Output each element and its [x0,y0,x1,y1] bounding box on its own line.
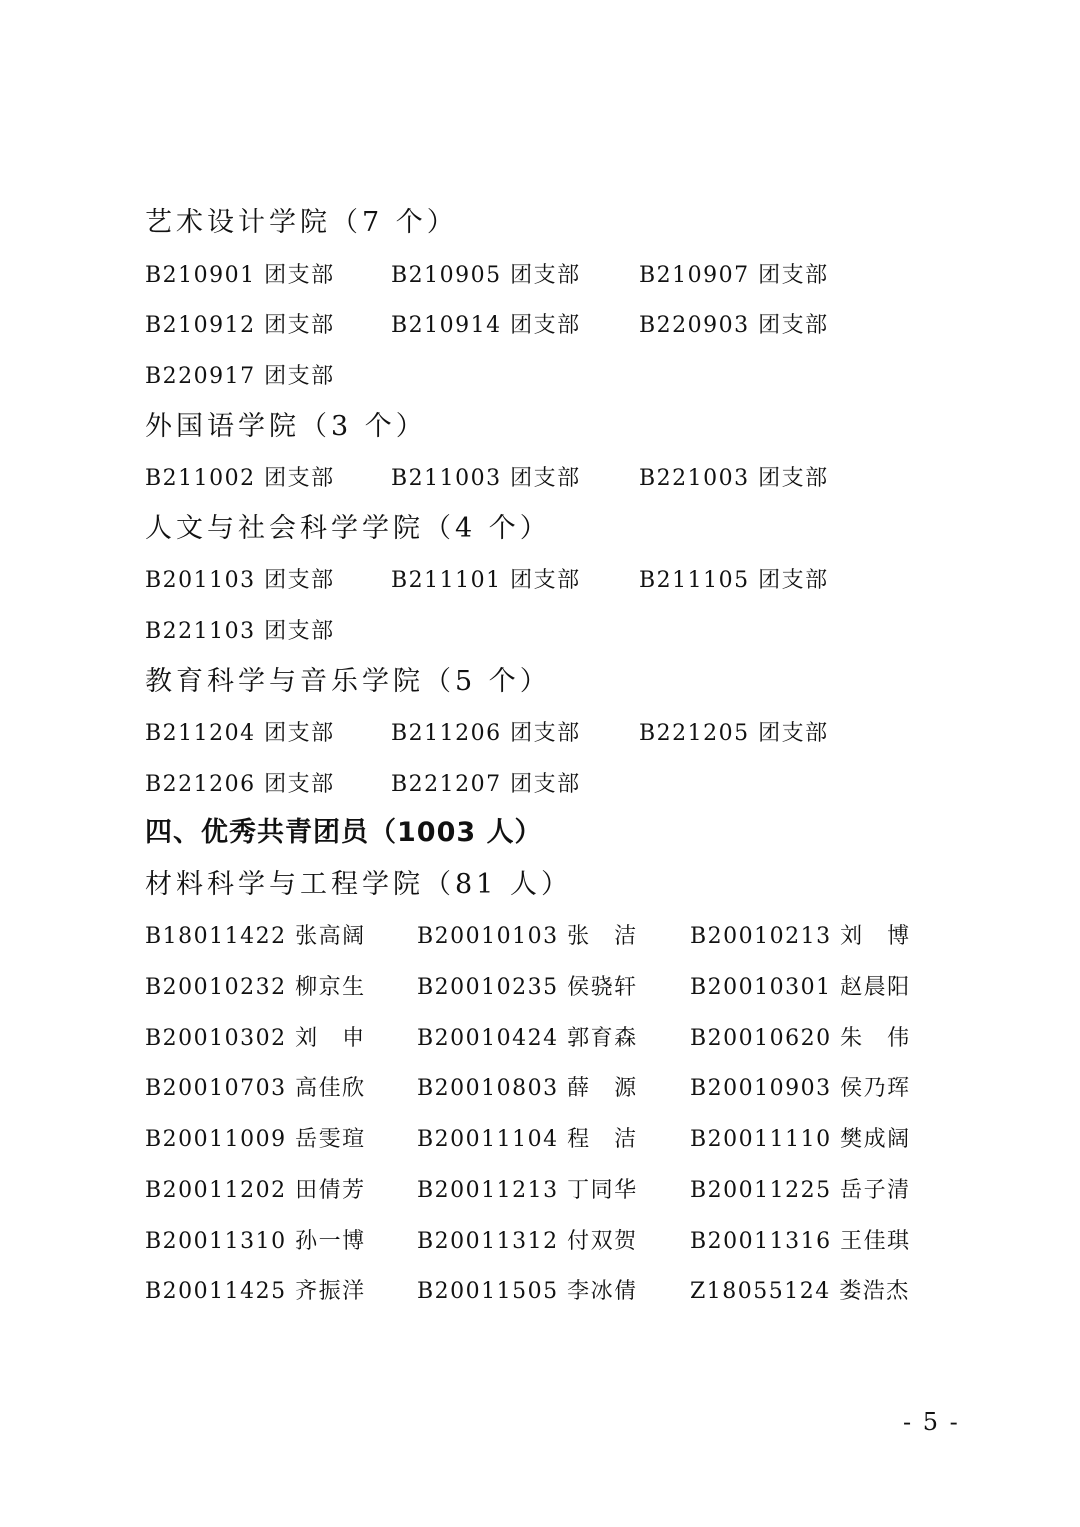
branch-row [145,563,945,597]
branch-entry: B221103 团支部 [145,619,335,644]
branch-entry: B210907 团支部 [639,263,829,288]
member-entry: B20010424 郭育森 [417,1026,638,1051]
member-entry: B20011110 樊成阔 [690,1127,911,1152]
member-entry: B20010232 柳京生 [145,975,366,1000]
page-number: - 5 - [903,1408,960,1436]
branch-entry: B211206 团支部 [391,721,581,746]
branch-row [145,258,945,292]
member-entry: B20010103 张 洁 [417,924,638,949]
member-entry: B20011310 孙一博 [145,1229,366,1254]
branch-entry: B211002 团支部 [145,466,335,491]
branch-row [145,308,945,342]
member-row [145,1071,945,1105]
branch-entry: B210905 团支部 [391,263,581,288]
branch-entry: B210912 团支部 [145,313,335,338]
section-title: 材料科学与工程学院（81 人） [145,869,572,900]
branch-row [145,359,945,393]
section-title: 外国语学院（3 个） [145,411,427,442]
branch-entry: B221205 团支部 [639,721,829,746]
member-entry: B20010235 侯骁轩 [417,975,638,1000]
branch-entry: B220903 团支部 [639,313,829,338]
member-entry: B20010213 刘 博 [690,924,911,949]
member-entry: B20011225 岳子清 [690,1178,911,1203]
branch-row [145,716,945,750]
member-entry: B20011425 齐振洋 [145,1279,366,1304]
member-row [145,1173,945,1207]
member-entry: B20010301 赵晨阳 [690,975,911,1000]
section-title: 教育科学与音乐学院（5 个） [145,666,551,697]
branch-entry: B211101 团支部 [391,568,581,593]
member-entry: B18011422 张高阔 [145,924,366,949]
member-entry: B20011213 丁同华 [417,1178,638,1203]
branch-entry: B210901 团支部 [145,263,335,288]
branch-row [145,767,945,801]
category-heading: 四、优秀共青团员（1003 人） [145,817,543,848]
branch-entry: B221207 团支部 [391,772,581,797]
branch-row [145,614,945,648]
member-entry: B20010803 薛 源 [417,1076,638,1101]
section-title: 艺术设计学院（7 个） [145,207,458,238]
branch-entry: B221003 团支部 [639,466,829,491]
member-entry: B20011312 付双贺 [417,1229,638,1254]
member-row [145,1021,945,1055]
branch-entry: B211204 团支部 [145,721,335,746]
member-entry: B20010903 侯乃珲 [690,1076,911,1101]
member-entry: B20010703 高佳欣 [145,1076,366,1101]
member-row [145,1274,945,1308]
member-entry: B20010302 刘 申 [145,1026,366,1051]
member-row [145,919,945,953]
member-entry: B20011104 程 洁 [417,1127,638,1152]
branch-entry: B221206 团支部 [145,772,335,797]
branch-entry: B220917 团支部 [145,364,335,389]
member-entry: B20011202 田倩芳 [145,1178,366,1203]
branch-entry: B201103 团支部 [145,568,335,593]
member-entry: B20011316 王佳琪 [690,1229,911,1254]
branch-row [145,461,945,495]
member-entry: B20011009 岳雯瑄 [145,1127,366,1152]
section-title: 人文与社会科学学院（4 个） [145,513,551,544]
member-row [145,970,945,1004]
member-row [145,1122,945,1156]
member-row [145,1224,945,1258]
branch-entry: B210914 团支部 [391,313,581,338]
branch-entry: B211105 团支部 [639,568,829,593]
branch-entry: B211003 团支部 [391,466,581,491]
member-entry: Z18055124 娄浩杰 [690,1279,910,1304]
member-entry: B20011505 李冰倩 [417,1279,638,1304]
member-entry: B20010620 朱 伟 [690,1026,911,1051]
